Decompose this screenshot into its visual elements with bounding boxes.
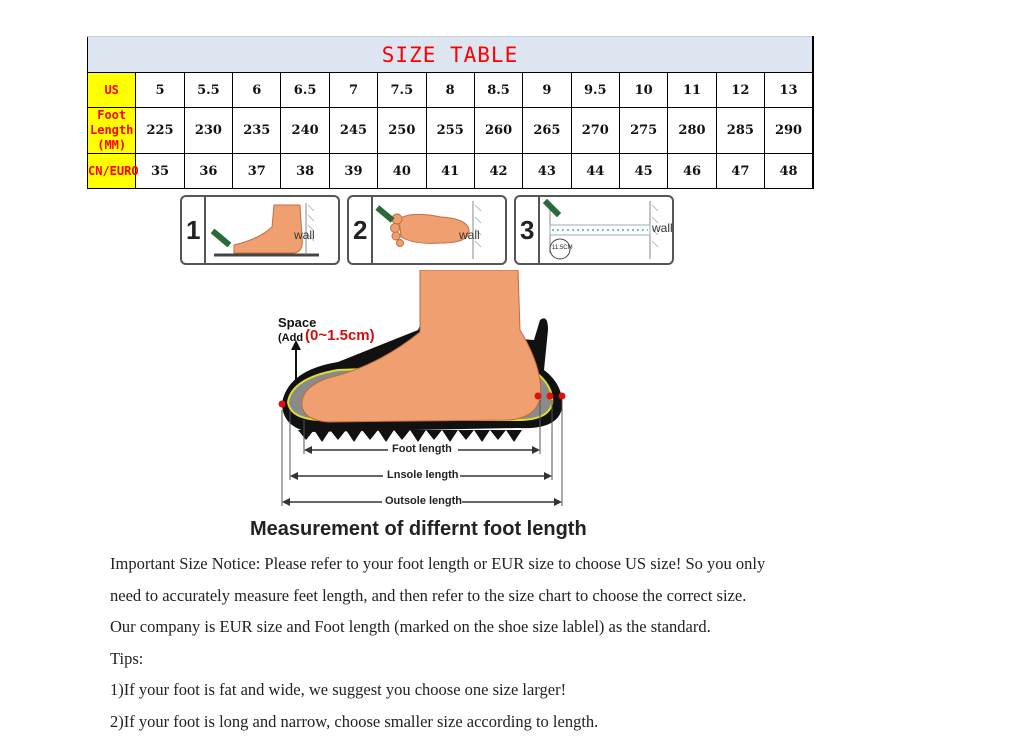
- table-cell: 255: [426, 108, 474, 154]
- step-1-panel: [180, 195, 340, 265]
- table-cell: 230: [184, 108, 232, 154]
- table-row-foot-length: [88, 108, 814, 154]
- measurement-title: Measurement of differnt foot length: [250, 518, 587, 541]
- table-cell: 44: [571, 154, 619, 189]
- table-cell: 285: [716, 108, 764, 154]
- table-cell: 275: [619, 108, 667, 154]
- wall-label: wall: [652, 221, 673, 235]
- table-cell: 13: [765, 73, 813, 108]
- table-cell: 6: [233, 73, 281, 108]
- row-label-us: US: [88, 73, 136, 108]
- table-cell: 38: [281, 154, 329, 189]
- foot-top-icon: [371, 197, 511, 263]
- table-cell: 35: [136, 154, 184, 189]
- table-cell: 43: [523, 154, 571, 189]
- step-3-panel: [514, 195, 674, 265]
- table-cell: 270: [571, 108, 619, 154]
- table-cell: 250: [378, 108, 426, 154]
- table-cell: 11: [668, 73, 716, 108]
- table-cell: 42: [474, 154, 522, 189]
- step-number: 2: [353, 215, 367, 246]
- table-cell: 12: [716, 73, 764, 108]
- table-cell: 6.5: [281, 73, 329, 108]
- table-cell: 39: [329, 154, 377, 189]
- table-cell: 8: [426, 73, 474, 108]
- step-number: 3: [520, 215, 534, 246]
- table-cell: 235: [233, 108, 281, 154]
- table-cell: 46: [668, 154, 716, 189]
- table-cell: 40: [378, 154, 426, 189]
- table-cell: 48: [765, 154, 813, 189]
- foot-side-icon: [204, 197, 344, 263]
- table-cell: 280: [668, 108, 716, 154]
- size-notice: [110, 552, 910, 741]
- table-cell: 47: [716, 154, 764, 189]
- tips-heading: Tips:: [110, 647, 910, 679]
- table-cell: 5.5: [184, 73, 232, 108]
- add-value-label: (0~1.5cm): [305, 327, 375, 344]
- tip-line: 2)If your foot is long and narrow, choose smaller size according to length.: [110, 710, 910, 741]
- ruler-measure-label: 11.5CM: [552, 245, 573, 251]
- notice-line: Important Size Notice: Please refer to your foot length or EUR size to choose US size! So you only: [110, 552, 910, 584]
- table-cell: 7: [329, 73, 377, 108]
- table-cell: 265: [523, 108, 571, 154]
- wall-label: wall: [459, 228, 480, 242]
- space-label: Space: [278, 315, 316, 330]
- add-prefix-label: (Add: [278, 332, 303, 344]
- tip-line: 1)If your foot is fat and wide, we suggest you choose one size larger!: [110, 678, 910, 710]
- table-cell: 8.5: [474, 73, 522, 108]
- table-cell: 9.5: [571, 73, 619, 108]
- table-cell: 9: [523, 73, 571, 108]
- table-row-us: [88, 73, 814, 108]
- step-number: 1: [186, 215, 200, 246]
- table-cell: 37: [233, 154, 281, 189]
- row-label-foot-length-line1: Foot Length: [90, 108, 133, 137]
- table-cell: 7.5: [378, 73, 426, 108]
- size-table: [87, 36, 814, 189]
- table-cell: 290: [765, 108, 813, 154]
- notice-line: need to accurately measure feet length, and then refer to the size chart to choose the correct size.: [110, 584, 910, 616]
- row-label-foot-length: [88, 108, 136, 154]
- table-row-cn-euro: [88, 154, 814, 189]
- row-label-foot-length-line2: (MM): [97, 138, 126, 152]
- outsole-length-label: Outsole length: [385, 495, 462, 507]
- table-cell: 225: [136, 108, 184, 154]
- insole-length-label: Lnsole length: [387, 469, 459, 481]
- table-cell: 41: [426, 154, 474, 189]
- table-cell: 240: [281, 108, 329, 154]
- table-cell: 5: [136, 73, 184, 108]
- step-2-panel: [347, 195, 507, 265]
- table-cell: 45: [619, 154, 667, 189]
- wall-label: wall: [294, 228, 315, 242]
- table-cell: 10: [619, 73, 667, 108]
- table-cell: 260: [474, 108, 522, 154]
- notice-line: Our company is EUR size and Foot length (marked on the shoe size lablel) as the standard.: [110, 615, 910, 647]
- foot-length-diagram: [248, 270, 628, 515]
- table-cell: 36: [184, 154, 232, 189]
- foot-length-label: Foot length: [392, 443, 452, 455]
- row-label-cn-euro: CN/EURO: [88, 154, 136, 189]
- size-table-title: SIZE TABLE: [88, 37, 814, 73]
- table-cell: 245: [329, 108, 377, 154]
